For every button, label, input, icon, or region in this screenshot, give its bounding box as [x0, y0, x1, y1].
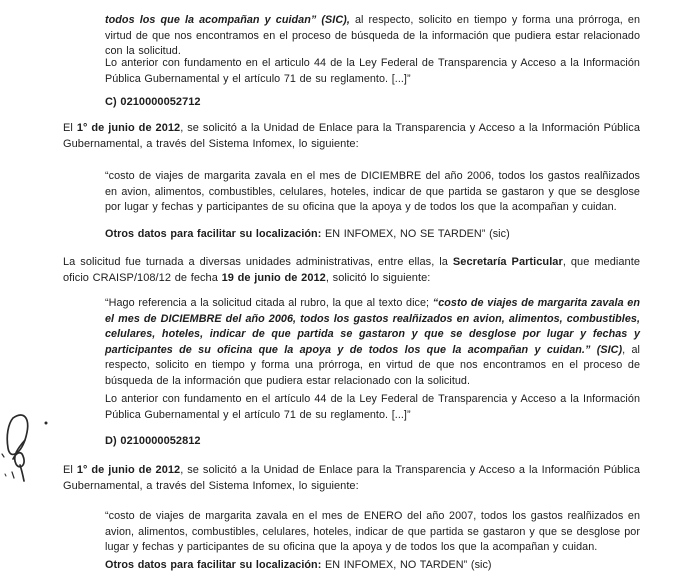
- text-run: La solicitud fue turnada a diversas unidades administrativas, entre ellas, la: [63, 256, 453, 268]
- paragraph-request-d: [63, 463, 640, 494]
- text-run-label: Otros datos para facilitar su localización:: [105, 559, 322, 571]
- text-run: El: [63, 464, 77, 476]
- heading-folio-d: D) 0210000052812: [105, 435, 201, 447]
- text-run: El: [63, 122, 77, 134]
- paragraph-request-c: [63, 121, 640, 152]
- paragraph-fundamento-1: Lo anterior con fundamento en el articulo 44 de la Ley Federal de Transparencia y Acceso a la Información Pública Gubernamental y el artículo 71 de su reglamento. [...]”: [105, 57, 640, 85]
- paragraph-hago-referencia: [105, 296, 640, 390]
- text-run-date: 1° de junio de 2012: [76, 122, 181, 134]
- text-run-value: EN INFOMEX, NO SE TARDEN” (sic): [321, 228, 510, 240]
- text-run-value: EN INFOMEX, NO TARDEN” (sic): [321, 559, 492, 571]
- handwritten-signature-icon: [0, 408, 60, 508]
- text-run-label: Otros datos para facilitar su localización:: [105, 228, 322, 240]
- text-run-secretaria: Secretaría Particular: [452, 256, 563, 268]
- paragraph-turnada: [63, 255, 640, 286]
- paragraph-prorroga-continuation: [105, 13, 640, 60]
- paragraph-otros-datos-c: [105, 227, 640, 243]
- paragraph-fundamento-2: Lo anterior con fundamento en el artículo 44 de la Ley Federal de Transparencia y Acceso a la Información Pública Gubernamental y el artículo 71 de su reglamento. [...]”: [105, 393, 640, 421]
- text-run: , solicitó lo siguiente:: [325, 271, 431, 284]
- heading-folio-c: C) 0210000052712: [105, 96, 201, 108]
- text-run-date: 1° de junio de 2012: [76, 464, 181, 476]
- text-run-quote-end: todos los que la acompañan y cuidan” (SIC),: [105, 14, 350, 26]
- text-run: , al respecto, solicito en tiempo y forma una prórroga, en virtud de que nos encontramos en el proceso de búsqueda de la información que pudiera estar relacionado con la solicitud.: [105, 343, 641, 387]
- paragraph-quote-c: “costo de viajes de margarita zavala en el mes de DICIEMBRE del año 2006, todos los gastos realñizados en avion, alimentos, combustibles, celulares, hoteles, indicar de que partida se gastaron y que se desglose por lugar y fechas y participantes de su oficina que la apoya y de todos los que la acompañan y cuidan.: [105, 170, 640, 214]
- text-run: , que mediante oficio CRAISP/108/12 de fecha: [63, 256, 640, 284]
- paragraph-otros-datos-d: [105, 558, 640, 574]
- text-run-date: 19 de junio de 2012: [221, 271, 326, 284]
- text-run: , se solicitó a la Unidad de Enlace para la Transparencia y Acceso a la Información Pública Gubernamental, a través del Sistema Infomex, lo siguiente:: [63, 464, 640, 492]
- text-run-inner-quote: “costo de viajes de margarita zavala en el mes de DICIEMBRE del año 2006, todos los gastos realñizados en avion, alimentos, combustibles, celulares, hoteles, indicar de que partida se gastaron y que se desglose por lugar y fechas y participantes de su oficina que la apoya y de todos los que la acompañan y cuidan.” (SIC): [105, 297, 640, 356]
- text-run: “Hago referencia a la solicitud citada al rubro, la que al texto dice;: [105, 297, 433, 309]
- text-run-prorroga: al respecto, solicito en tiempo y forma una prórroga, en virtud de que nos encontramos en el proceso de búsqueda de la información que pudiera estar relacionado con la solicitud.: [105, 14, 640, 58]
- text-run: , se solicitó a la Unidad de Enlace para la Transparencia y Acceso a la Información Pública Gubernamental, a través del Sistema Infomex, lo siguiente:: [63, 122, 640, 150]
- paragraph-quote-d: “costo de viajes de margarita zavala en el mes de ENERO del año 2007, todos los gastos realñizados en avion, alimentos, combustibles, celulares, hoteles, indicar de que partida se gastaron y que se desglose por lugar y fechas y participantes de su oficina que la apoya y de todos los que la acompañan y cuidan.: [105, 510, 640, 554]
